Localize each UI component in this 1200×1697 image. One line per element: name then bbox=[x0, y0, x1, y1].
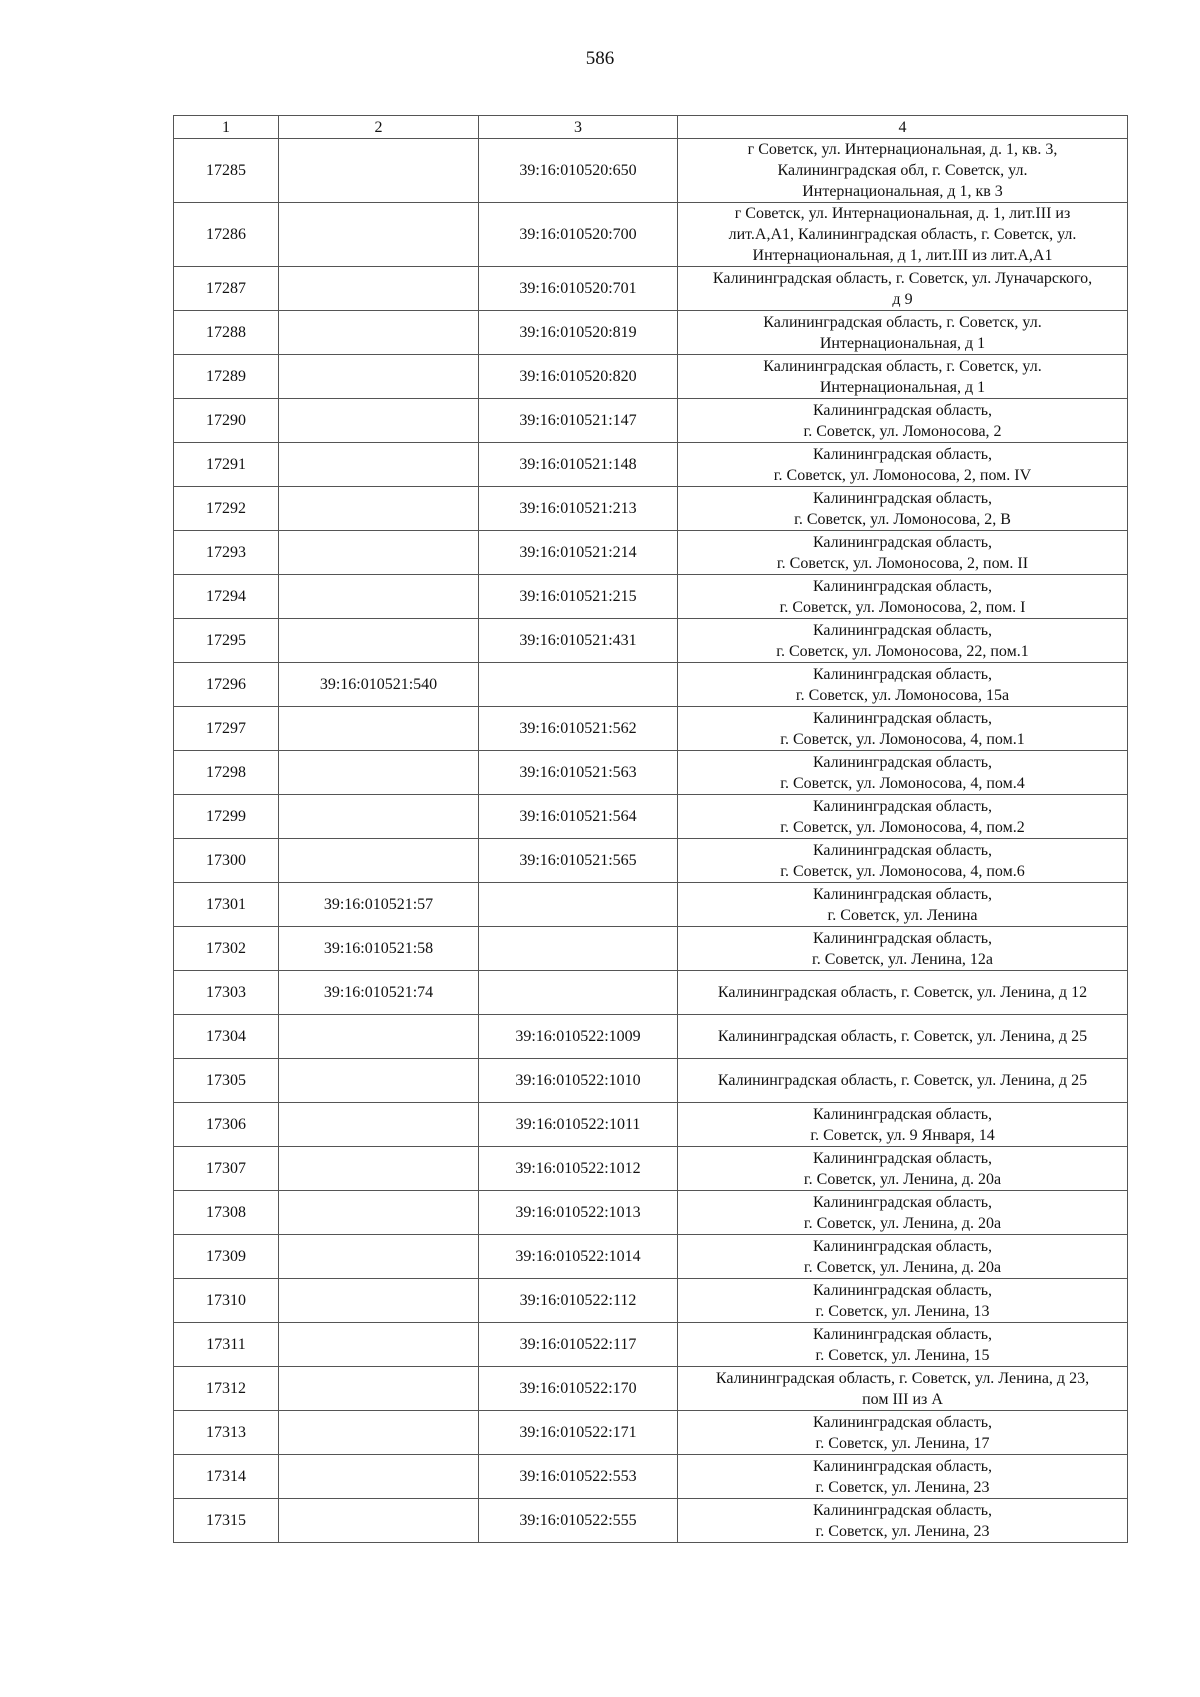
row-number-cell: 17311 bbox=[174, 1323, 279, 1367]
row-number-cell: 17298 bbox=[174, 751, 279, 795]
building-cadastral-number-cell: 39:16:010521:562 bbox=[479, 707, 678, 751]
row-number-cell: 17307 bbox=[174, 1147, 279, 1191]
address-cell: Калининградская область, г. Советск, ул. Ломоносова, 4, пом.6 bbox=[678, 839, 1128, 883]
row-number-cell: 17288 bbox=[174, 311, 279, 355]
cadastral-number-cell bbox=[279, 795, 479, 839]
row-number-cell: 17306 bbox=[174, 1103, 279, 1147]
cadastral-number-cell bbox=[279, 203, 479, 267]
address-cell: Калининградская область, г. Советск, ул. Ломоносова, 4, пом.1 bbox=[678, 707, 1128, 751]
table-row bbox=[174, 1411, 1128, 1455]
table-row bbox=[174, 1499, 1128, 1543]
table-row bbox=[174, 355, 1128, 399]
row-number-cell: 17310 bbox=[174, 1279, 279, 1323]
cadastral-number-cell bbox=[279, 139, 479, 203]
row-number-cell: 17290 bbox=[174, 399, 279, 443]
address-cell: Калининградская область, г. Советск, ул. Ленина, д 23, пом III из А bbox=[678, 1367, 1128, 1411]
table-row bbox=[174, 795, 1128, 839]
row-number-cell: 17285 bbox=[174, 139, 279, 203]
table-row bbox=[174, 1455, 1128, 1499]
cadastral-number-cell bbox=[279, 443, 479, 487]
cadastral-number-cell: 39:16:010521:57 bbox=[279, 883, 479, 927]
row-number-cell: 17296 bbox=[174, 663, 279, 707]
address-cell: Калининградская область, г. Советск, ул. Ломоносова, 2 bbox=[678, 399, 1128, 443]
table-row bbox=[174, 1191, 1128, 1235]
address-cell: Калининградская область, г. Советск, ул. Ленина, д. 20а bbox=[678, 1191, 1128, 1235]
row-number-cell: 17312 bbox=[174, 1367, 279, 1411]
row-number-cell: 17313 bbox=[174, 1411, 279, 1455]
row-number-cell: 17292 bbox=[174, 487, 279, 531]
cadastral-number-cell bbox=[279, 1147, 479, 1191]
address-cell: Калининградская область, г. Советск, ул. Интернациональная, д 1 bbox=[678, 311, 1128, 355]
table-row bbox=[174, 399, 1128, 443]
building-cadastral-number-cell: 39:16:010521:563 bbox=[479, 751, 678, 795]
cadastral-number-cell: 39:16:010521:74 bbox=[279, 971, 479, 1015]
address-cell: Калининградская область, г. Советск, ул. Ленина, д. 20а bbox=[678, 1147, 1128, 1191]
row-number-cell: 17314 bbox=[174, 1455, 279, 1499]
building-cadastral-number-cell bbox=[479, 927, 678, 971]
row-number-cell: 17291 bbox=[174, 443, 279, 487]
table-row bbox=[174, 139, 1128, 203]
address-cell: Калининградская область, г. Советск, ул. Ленина, 23 bbox=[678, 1455, 1128, 1499]
table-row bbox=[174, 443, 1128, 487]
building-cadastral-number-cell: 39:16:010522:1013 bbox=[479, 1191, 678, 1235]
table-row bbox=[174, 203, 1128, 267]
row-number-cell: 17302 bbox=[174, 927, 279, 971]
column-header: 4 bbox=[678, 116, 1128, 139]
row-number-cell: 17301 bbox=[174, 883, 279, 927]
building-cadastral-number-cell: 39:16:010521:215 bbox=[479, 575, 678, 619]
table-row bbox=[174, 1147, 1128, 1191]
row-number-cell: 17299 bbox=[174, 795, 279, 839]
building-cadastral-number-cell: 39:16:010521:147 bbox=[479, 399, 678, 443]
row-number-cell: 17315 bbox=[174, 1499, 279, 1543]
table-row bbox=[174, 1279, 1128, 1323]
cadastral-number-cell bbox=[279, 1279, 479, 1323]
building-cadastral-number-cell: 39:16:010522:1009 bbox=[479, 1015, 678, 1059]
cadastral-number-cell bbox=[279, 399, 479, 443]
address-cell: Калининградская область, г. Советск, ул. Ленина, д 12 bbox=[678, 971, 1128, 1015]
building-cadastral-number-cell: 39:16:010522:555 bbox=[479, 1499, 678, 1543]
row-number-cell: 17297 bbox=[174, 707, 279, 751]
table-row bbox=[174, 1015, 1128, 1059]
address-cell: Калининградская область, г. Советск, ул. Луначарского, д 9 bbox=[678, 267, 1128, 311]
cadastral-number-cell bbox=[279, 1191, 479, 1235]
cadastral-number-cell bbox=[279, 487, 479, 531]
building-cadastral-number-cell: 39:16:010520:700 bbox=[479, 203, 678, 267]
building-cadastral-number-cell: 39:16:010522:117 bbox=[479, 1323, 678, 1367]
cadastral-number-cell bbox=[279, 1015, 479, 1059]
cadastral-number-cell bbox=[279, 619, 479, 663]
cadastral-number-cell bbox=[279, 355, 479, 399]
cadastral-number-cell bbox=[279, 575, 479, 619]
building-cadastral-number-cell: 39:16:010521:148 bbox=[479, 443, 678, 487]
building-cadastral-number-cell bbox=[479, 883, 678, 927]
table-row bbox=[174, 575, 1128, 619]
row-number-cell: 17286 bbox=[174, 203, 279, 267]
cadastral-number-cell: 39:16:010521:540 bbox=[279, 663, 479, 707]
header-row bbox=[174, 116, 1128, 139]
address-cell: г Советск, ул. Интернациональная, д. 1, лит.III из лит.А,А1, Калининградская область, г. Советск, ул. Интернациональная, д 1, лит.III из лит.А,А1 bbox=[678, 203, 1128, 267]
column-header: 3 bbox=[479, 116, 678, 139]
building-cadastral-number-cell bbox=[479, 971, 678, 1015]
building-cadastral-number-cell: 39:16:010522:1011 bbox=[479, 1103, 678, 1147]
cadastral-number-cell bbox=[279, 311, 479, 355]
cadastral-number-cell bbox=[279, 839, 479, 883]
cadastral-number-cell bbox=[279, 531, 479, 575]
table-row bbox=[174, 1367, 1128, 1411]
column-header: 1 bbox=[174, 116, 279, 139]
row-number-cell: 17300 bbox=[174, 839, 279, 883]
cadastral-number-cell: 39:16:010521:58 bbox=[279, 927, 479, 971]
table-row bbox=[174, 663, 1128, 707]
address-cell: Калининградская область, г. Советск, ул. Ленина, 17 bbox=[678, 1411, 1128, 1455]
building-cadastral-number-cell: 39:16:010522:112 bbox=[479, 1279, 678, 1323]
address-cell: Калининградская область, г. Советск, ул. Ленина, д 25 bbox=[678, 1015, 1128, 1059]
building-cadastral-number-cell: 39:16:010521:213 bbox=[479, 487, 678, 531]
cadastral-number-cell bbox=[279, 1235, 479, 1279]
table-row bbox=[174, 707, 1128, 751]
row-number-cell: 17308 bbox=[174, 1191, 279, 1235]
cadastral-number-cell bbox=[279, 1059, 479, 1103]
building-cadastral-number-cell: 39:16:010521:431 bbox=[479, 619, 678, 663]
address-cell: Калининградская область, г. Советск, ул. Ломоносова, 15а bbox=[678, 663, 1128, 707]
cadastral-number-cell bbox=[279, 751, 479, 795]
cadastral-number-cell bbox=[279, 1367, 479, 1411]
address-cell: г Советск, ул. Интернациональная, д. 1, кв. 3, Калининградская обл, г. Советск, ул. Интернациональная, д 1, кв 3 bbox=[678, 139, 1128, 203]
cadastral-number-cell bbox=[279, 1103, 479, 1147]
building-cadastral-number-cell: 39:16:010522:1010 bbox=[479, 1059, 678, 1103]
building-cadastral-number-cell: 39:16:010521:564 bbox=[479, 795, 678, 839]
table-row bbox=[174, 1235, 1128, 1279]
cadastral-number-cell bbox=[279, 1499, 479, 1543]
cadastral-number-cell bbox=[279, 1411, 479, 1455]
table-row bbox=[174, 1103, 1128, 1147]
table-row bbox=[174, 311, 1128, 355]
building-cadastral-number-cell: 39:16:010521:214 bbox=[479, 531, 678, 575]
building-cadastral-number-cell: 39:16:010520:650 bbox=[479, 139, 678, 203]
row-number-cell: 17294 bbox=[174, 575, 279, 619]
address-cell: Калининградская область, г. Советск, ул. Ленина, 15 bbox=[678, 1323, 1128, 1367]
row-number-cell: 17295 bbox=[174, 619, 279, 663]
address-cell: Калининградская область, г. Советск, ул. Ломоносова, 2, В bbox=[678, 487, 1128, 531]
cadastral-number-cell bbox=[279, 1323, 479, 1367]
table-row bbox=[174, 1323, 1128, 1367]
address-cell: Калининградская область, г. Советск, ул. Ломоносова, 4, пом.2 bbox=[678, 795, 1128, 839]
table-row bbox=[174, 487, 1128, 531]
building-cadastral-number-cell bbox=[479, 663, 678, 707]
address-cell: Калининградская область, г. Советск, ул. Ломоносова, 22, пом.1 bbox=[678, 619, 1128, 663]
cadastral-number-cell bbox=[279, 707, 479, 751]
building-cadastral-number-cell: 39:16:010522:553 bbox=[479, 1455, 678, 1499]
row-number-cell: 17289 bbox=[174, 355, 279, 399]
address-cell: Калининградская область, г. Советск, ул. Ломоносова, 2, пом. II bbox=[678, 531, 1128, 575]
column-header: 2 bbox=[279, 116, 479, 139]
building-cadastral-number-cell: 39:16:010522:170 bbox=[479, 1367, 678, 1411]
cadastral-number-cell bbox=[279, 1455, 479, 1499]
table-row bbox=[174, 971, 1128, 1015]
table-row bbox=[174, 839, 1128, 883]
table-row bbox=[174, 267, 1128, 311]
address-cell: Калининградская область, г. Советск, ул. 9 Января, 14 bbox=[678, 1103, 1128, 1147]
registry-table bbox=[173, 115, 1128, 1543]
address-cell: Калининградская область, г. Советск, ул. Ломоносова, 2, пом. IV bbox=[678, 443, 1128, 487]
row-number-cell: 17305 bbox=[174, 1059, 279, 1103]
table-row bbox=[174, 1059, 1128, 1103]
row-number-cell: 17287 bbox=[174, 267, 279, 311]
table-row bbox=[174, 751, 1128, 795]
building-cadastral-number-cell: 39:16:010522:171 bbox=[479, 1411, 678, 1455]
building-cadastral-number-cell: 39:16:010522:1014 bbox=[479, 1235, 678, 1279]
table-row bbox=[174, 619, 1128, 663]
building-cadastral-number-cell: 39:16:010520:819 bbox=[479, 311, 678, 355]
address-cell: Калининградская область, г. Советск, ул. Ломоносова, 4, пом.4 bbox=[678, 751, 1128, 795]
address-cell: Калининградская область, г. Советск, ул. Ленина, 12а bbox=[678, 927, 1128, 971]
address-cell: Калининградская область, г. Советск, ул. Ломоносова, 2, пом. I bbox=[678, 575, 1128, 619]
table-row bbox=[174, 927, 1128, 971]
building-cadastral-number-cell: 39:16:010522:1012 bbox=[479, 1147, 678, 1191]
cadastral-number-cell bbox=[279, 267, 479, 311]
building-cadastral-number-cell: 39:16:010520:820 bbox=[479, 355, 678, 399]
building-cadastral-number-cell: 39:16:010521:565 bbox=[479, 839, 678, 883]
row-number-cell: 17303 bbox=[174, 971, 279, 1015]
address-cell: Калининградская область, г. Советск, ул. Интернациональная, д 1 bbox=[678, 355, 1128, 399]
address-cell: Калининградская область, г. Советск, ул. Ленина bbox=[678, 883, 1128, 927]
building-cadastral-number-cell: 39:16:010520:701 bbox=[479, 267, 678, 311]
row-number-cell: 17309 bbox=[174, 1235, 279, 1279]
row-number-cell: 17304 bbox=[174, 1015, 279, 1059]
address-cell: Калининградская область, г. Советск, ул. Ленина, д 25 bbox=[678, 1059, 1128, 1103]
address-cell: Калининградская область, г. Советск, ул. Ленина, 13 bbox=[678, 1279, 1128, 1323]
page-number: 586 bbox=[585, 48, 615, 69]
table-row bbox=[174, 531, 1128, 575]
row-number-cell: 17293 bbox=[174, 531, 279, 575]
address-cell: Калининградская область, г. Советск, ул. Ленина, д. 20а bbox=[678, 1235, 1128, 1279]
address-cell: Калининградская область, г. Советск, ул. Ленина, 23 bbox=[678, 1499, 1128, 1543]
table-row bbox=[174, 883, 1128, 927]
